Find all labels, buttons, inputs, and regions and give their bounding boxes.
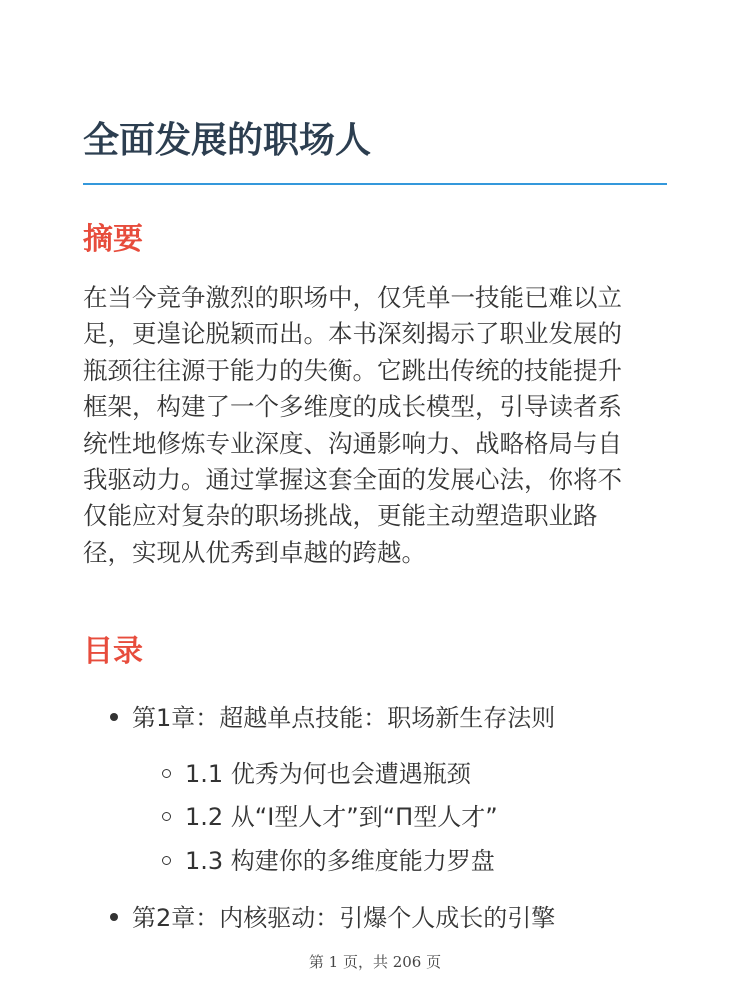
toc-chapter-1: [110, 700, 555, 736]
bullet-circle-icon: [162, 769, 171, 778]
toc-section-1-3: [162, 843, 495, 879]
abstract-line: 仅能应对复杂的职场挑战，更能主动塑造职业路: [83, 501, 598, 531]
abstract-line: 统性地修炼专业深度、沟通影响力、战略格局与自: [83, 428, 622, 458]
bullet-circle-icon: [162, 856, 171, 865]
toc-chapter-2: [110, 900, 555, 936]
abstract-line: 框架，构建了一个多维度的成长模型，引导读者系: [83, 392, 622, 422]
toc-section-label: 1.3 构建你的多维度能力罗盘: [185, 847, 495, 875]
abstract-line: 径，实现从优秀到卓越的跨越。: [83, 537, 426, 567]
toc-chapter-label: 第2章：内核驱动：引爆个人成长的引擎: [132, 904, 556, 932]
bullet-circle-icon: [162, 812, 171, 821]
abstract-text: [83, 280, 673, 571]
abstract-line: 我驱动力。通过掌握这套全面的发展心法，你将不: [83, 465, 622, 495]
toc-section-label: 1.1 优秀为何也会遭遇瓶颈: [185, 760, 471, 788]
toc-section-label: 1.2 从“I型人才”到“Π型人才”: [185, 803, 498, 831]
abstract-line: 在当今竞争激烈的职场中，仅凭单一技能已难以立: [83, 283, 622, 312]
book-title: 全面发展的职场人: [83, 120, 372, 161]
abstract-line: 足，更遑论脱颖而出。本书深刻揭示了职业发展的: [83, 319, 622, 349]
abstract-heading: 摘要: [83, 222, 143, 257]
toc-section-1-2: [162, 799, 498, 835]
toc-chapter-label: 第1章：超越单点技能：职场新生存法则: [132, 704, 556, 732]
toc-section-1-1: [162, 756, 471, 792]
title-divider: [83, 183, 667, 185]
page-footer: 第 1 页，共 206 页: [308, 953, 442, 971]
toc-heading: 目录: [83, 634, 143, 669]
bullet-disc-icon: [110, 713, 118, 721]
abstract-line: 瓶颈往往源于能力的失衡。它跳出传统的技能提升: [83, 355, 622, 385]
bullet-disc-icon: [110, 913, 118, 921]
